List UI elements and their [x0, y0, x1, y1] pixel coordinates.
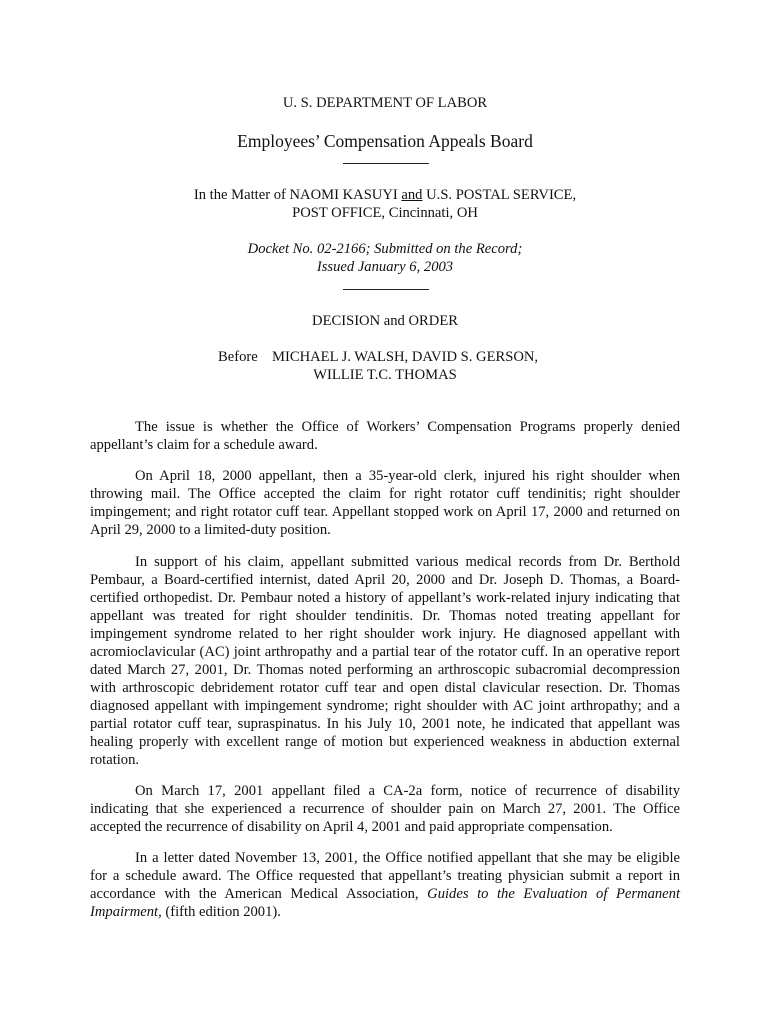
paragraph-issue: The issue is whether the Office of Workers’ Compensation Programs properly denied appellant’s claim for a schedule award. — [90, 419, 680, 453]
case-caption — [0, 186, 770, 222]
divider-rule-bottom — [343, 289, 429, 290]
guides-title: Guides to the Evaluation of Permanent Impairment, — [90, 886, 680, 920]
paragraph-recurrence: On March 17, 2001 appellant filed a CA-2a form, notice of recurrence of disability indicating that she experienced a recurrence of shoulder pain on March 27, 2001. The Office accepted the recurrence of disability on April 4, 2001 and paid appropriate compensation. — [90, 783, 680, 835]
judges-line-2: WILLIE T.C. THOMAS — [313, 367, 457, 383]
caption-and: and — [401, 187, 423, 203]
paragraph-schedule-award — [90, 849, 680, 921]
paragraph-injury: On April 18, 2000 appellant, then a 35-year-old clerk, injured his right shoulder when throwing mail. The Office accepted the claim for right rotator cuff tendinitis; right shoulder impingement; and right rotator cuff tear. Appellant stopped work on April 17, 2000 and returned on April 29, 2000 to a limited-duty position. — [90, 468, 680, 538]
caption-suffix: U.S. POSTAL SERVICE, — [422, 187, 577, 203]
docket-info — [0, 240, 770, 276]
paragraph-medical-records: In support of his claim, appellant submitted various medical records from Dr. Berthold Pembaur, a Board-certified internist, dated April 20, 2000 and Dr. Joseph D. Thomas, a Board-certified orthopedist. Dr. Pembaur noted a history of appellant’s work-related injury indicating that appellant was treated for right shoulder tendinitis. Dr. Thomas noted treating appellant for impingement syndrome related to her right shoulder work injury. He diagnosed appellant with acromioclavicular (AC) joint arthropathy and a partial tear of the rotator cuff. In an operative report dated March 27, 2001, Dr. Thomas noted performing an arthroscopic subacromial decompression with arthroscopic debridement rotator cuff tear and open distal clavicular resection. Dr. Thomas diagnosed appellant with impingement syndrome; right shoulder with AC joint arthropathy; and a partial rotator cuff tear, supraspinatus. In his July 10, 2001 note, he indicated that appellant was healing properly with excellent range of motion but experienced weakness in abduction external rotation. — [90, 554, 680, 768]
p5-text-b: (fifth edition 2001). — [161, 904, 281, 920]
before-label: Before — [218, 349, 258, 365]
panel-before — [218, 348, 538, 366]
issued-date-line: Issued January 6, 2003 — [316, 259, 454, 275]
opinion-body — [90, 418, 680, 934]
docket-line: Docket No. 02-2166; Submitted on the Record; — [247, 241, 523, 257]
caption-agency-line: POST OFFICE, Cincinnati, OH — [292, 205, 478, 221]
divider-rule-top — [343, 163, 429, 164]
caption-party-line — [194, 187, 576, 203]
judges-line-1: MICHAEL J. WALSH, DAVID S. GERSON, — [272, 349, 539, 365]
caption-prefix: In the Matter of NAOMI KASUYI — [193, 187, 402, 203]
department-heading: U. S. DEPARTMENT OF LABOR — [282, 95, 488, 111]
p5-text-a: In a letter dated November 13, 2001, the Office notified appellant that she may be eligible for a schedule award. The Office requested that appellant’s treating physician submit a report in accordance with the American Medical Association, — [90, 850, 680, 902]
board-title: Employees’ Compensation Appeals Board — [237, 131, 533, 151]
decision-title: DECISION and ORDER — [312, 313, 458, 329]
